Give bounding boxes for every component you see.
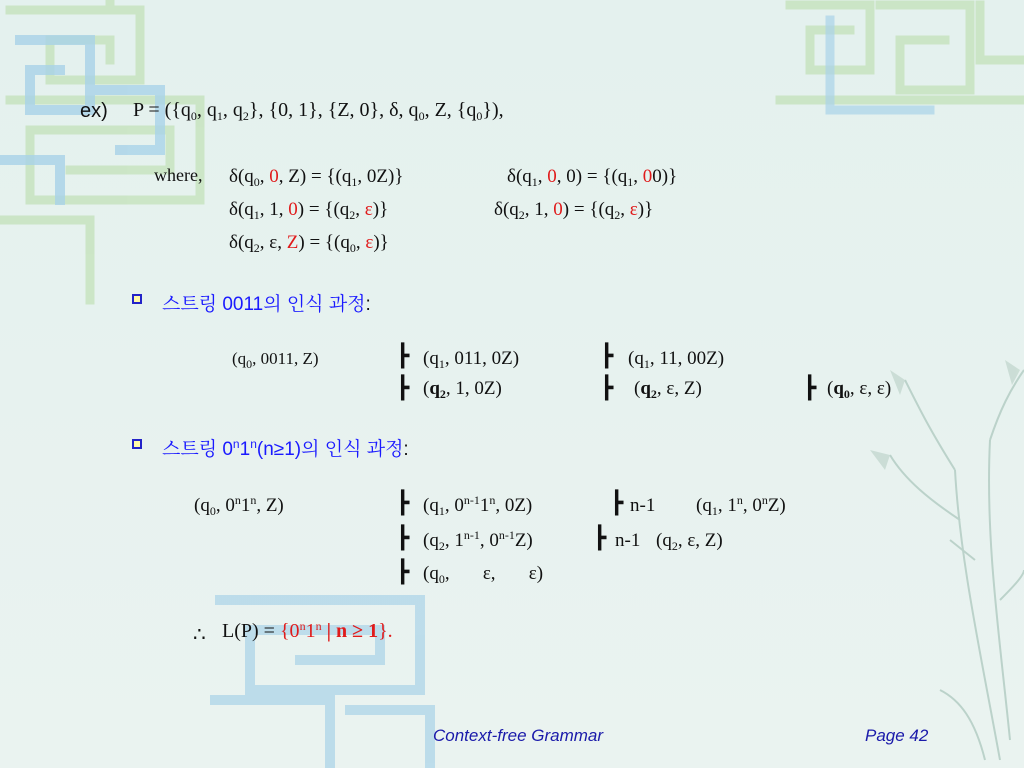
turnstile-icon: ┣ (396, 491, 410, 516)
config2-step-5: ($q_0$, ε, ε) (423, 563, 544, 586)
config2-step-4: ($q_2$, ε, Z) (656, 530, 723, 553)
section-title-0011: 스트링 0011의 인식 과정: (162, 294, 371, 315)
turnstile-icon: ┣ (396, 560, 410, 585)
repeat-count-label: n-1 (630, 495, 656, 516)
config2-step-2: ($q_1$, 1$^n$, 0$^n$Z) (696, 493, 786, 518)
config-initial: ($q_0$, 0011, Z) (232, 349, 319, 371)
transition-row-1b: $\delta(q_1$, 0, $0) = \{(q_1$, 00)} (507, 166, 678, 189)
language-result: $L(P) = \{0^n1^n$ | n ≥ 1}. (222, 619, 393, 642)
turnstile-icon: ┣ (600, 344, 614, 369)
config2-initial: ($q_0$, 0$^n$1$^n$, Z) (194, 493, 284, 518)
config2-step-3: ($q_2$, 1$^{n-1}$, 0$^{n-1}$Z) (423, 528, 533, 553)
config-step-2: ($q_1$, 11, 00Z) (628, 348, 725, 371)
turnstile-icon: ┣ (396, 526, 410, 551)
turnstile-icon: ┣ (593, 526, 607, 551)
bullet-icon (132, 294, 142, 304)
transition-row-2a: $\delta(q_1$, 1, $0) = \{(q_2$, ε)} (229, 199, 389, 222)
config-step-4: ($q_2$, ε, Z) (634, 378, 702, 401)
bullet-icon (132, 439, 142, 449)
turnstile-icon: ┣ (610, 491, 624, 516)
repeat-count-label: n-1 (615, 530, 641, 551)
config-step-1: ($q_1$, 011, 0Z) (423, 348, 520, 371)
footer-title: Context-free Grammar (433, 726, 604, 745)
turnstile-icon: ┣ (600, 376, 614, 401)
turnstile-icon: ┣ (803, 376, 817, 401)
pda-definition: $P = (\{q_0$, $q_1$, $q_2$}, {0, 1}, {Z, 0}, δ, $q_0$, Z, $\{q_0\}$), (133, 99, 504, 123)
transition-row-1a: $\delta(q_0$, 0, $Z) = \{(q_1$, 0Z)} (229, 166, 404, 189)
page-number: Page 42 (865, 726, 929, 745)
turnstile-icon: ┣ (396, 376, 410, 401)
therefore-symbol: ∴ (193, 624, 206, 646)
config2-step-1: ($q_1$, 0$^{n-1}$1$^n$, 0Z) (423, 493, 533, 518)
section-title-0n1n: 스트링 $0^n1^n(n\ge 1)$의 인식 과정: (162, 437, 409, 460)
transition-row-2b: $\delta(q_2$, 1, $0) = \{(q_2$, ε)} (494, 199, 654, 222)
turnstile-icon: ┣ (396, 344, 410, 369)
transition-row-3: $\delta(q_2$, ε, $Z) = \{(q_0$, ε)} (229, 232, 389, 255)
config-step-5: ($q_0$, ε, ε) (827, 378, 892, 401)
example-label: ex) (80, 100, 108, 122)
config-step-3: ($q_2$, 1, 0Z) (423, 378, 502, 401)
where-label: where, (154, 165, 203, 185)
